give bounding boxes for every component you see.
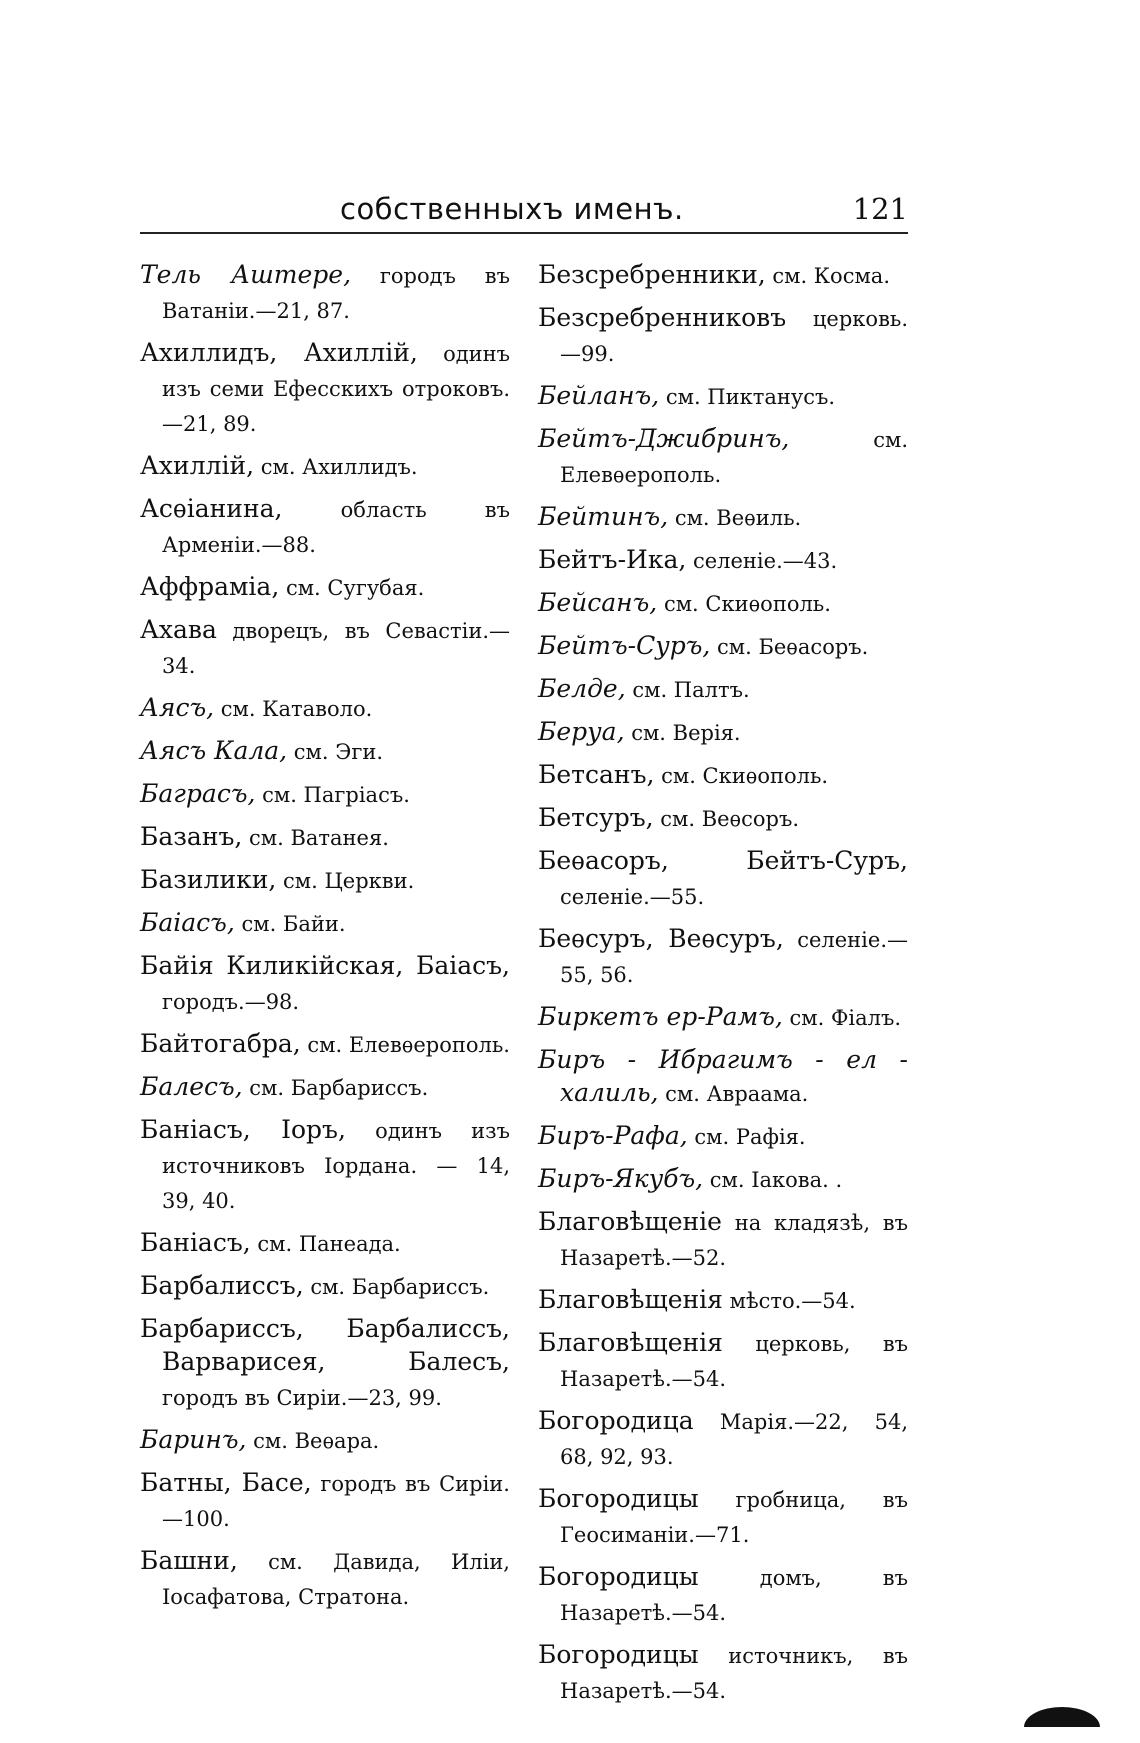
entry-description: см. Палтъ. (625, 678, 750, 702)
entry-headword: Байія Киликійская, Баіасъ, (140, 951, 510, 980)
entry-description: городъ.—98. (162, 990, 300, 1014)
entry-headword: Бейтинъ, (538, 502, 669, 531)
entry-headword: Биръ-Рафа, (538, 1121, 688, 1150)
index-entry (538, 301, 908, 371)
entry-description: см. Елевѳерополь. (560, 428, 908, 487)
entry-headword: Башни, (140, 1546, 238, 1575)
entry-headword: Бетсанъ, (538, 760, 655, 789)
index-entry (140, 570, 510, 605)
entry-headword: Биръ - Ибрагимъ - ел - халиль, (538, 1045, 908, 1107)
index-entry (140, 777, 510, 812)
entry-headword: Биръ-Якубъ, (538, 1164, 704, 1193)
index-entry (538, 922, 908, 992)
entry-description: источникъ, въ Назаретѣ.—54. (560, 1644, 908, 1703)
entry-description: область въ Арменіи.—88. (162, 498, 510, 557)
entry-description: одинъ изъ семи Ефесскихъ отроковъ.—21, 89. (162, 342, 511, 436)
entry-description: домъ, въ Назаретѣ.—54. (560, 1566, 908, 1625)
index-entry (140, 1466, 510, 1536)
entry-headword: Байтогабра, (140, 1029, 301, 1058)
entry-description: см. Катаволо. (214, 697, 373, 721)
entry-description: селеніе.—55, 56. (560, 928, 909, 987)
entry-description: см. Давида, Иліи, Іосафатова, Стратона. (162, 1550, 510, 1609)
left-column (140, 258, 510, 1622)
entry-headword: Баринъ, (140, 1425, 247, 1454)
index-entry (538, 629, 908, 664)
entry-description: на кладязѣ, въ Назаретѣ.—52. (560, 1211, 908, 1270)
entry-headword: Богородица (538, 1406, 694, 1435)
entry-headword: Бейланъ, (538, 381, 660, 410)
entry-description: городъ въ Сиріи.—100. (162, 1472, 510, 1531)
index-entry (538, 500, 908, 535)
index-entry (140, 1312, 510, 1415)
entry-description: см. Беѳасоръ. (710, 635, 869, 659)
entry-headword: Ахиллидъ, Ахиллій, (140, 338, 418, 367)
entry-headword: Богородицы (538, 1640, 699, 1669)
entry-headword: Биркетъ ер-Рамъ, (538, 1002, 783, 1031)
page-header (140, 188, 908, 234)
entry-headword: Беѳсуръ, Веѳсуръ, (538, 924, 784, 953)
entry-description: см. Фіалъ. (782, 1006, 901, 1030)
entry-headword: Бейтъ-Джибринъ, (538, 424, 790, 453)
index-entry (538, 715, 908, 750)
entry-description: см. Веѳара. (246, 1429, 380, 1453)
index-entry (538, 379, 908, 414)
index-entry (140, 336, 510, 441)
index-entry (538, 258, 908, 293)
right-column (538, 258, 908, 1716)
entry-description: см. Верія. (624, 721, 741, 745)
entry-headword: Барбариссъ, Барбалиссъ, Варварисея, Балесъ, (140, 1314, 510, 1376)
entry-description: см. Церкви. (276, 869, 415, 893)
entry-headword: Базанъ, (140, 822, 243, 851)
entry-headword: Барбалиссъ, (140, 1271, 304, 1300)
entry-headword: Благовѣщенія (538, 1285, 723, 1314)
index-entry (140, 949, 510, 1019)
index-entry (140, 1027, 510, 1062)
index-entry (538, 844, 908, 914)
index-entry (538, 422, 908, 492)
entry-headword: Безсребренники, (538, 260, 766, 289)
index-entry (140, 820, 510, 855)
index-entry (538, 758, 908, 793)
entry-headword: Баграсъ, (140, 779, 256, 808)
entry-description: см. Пагріасъ. (255, 783, 410, 807)
entry-headword: Асѳіанина, (140, 494, 283, 523)
index-entry (140, 1226, 510, 1261)
entry-headword: Тель Аштере, (140, 260, 352, 289)
entry-headword: Баіасъ, (140, 908, 235, 937)
entry-description: см. Елевѳерополь. (300, 1033, 510, 1057)
index-entry (140, 1070, 510, 1105)
index-entry (140, 734, 510, 769)
index-entry (538, 1638, 908, 1708)
entry-description: см. Ватанея. (242, 826, 389, 850)
entry-headword: Богородицы (538, 1562, 699, 1591)
index-entry (140, 863, 510, 898)
entry-description: селеніе.—43. (686, 549, 838, 573)
entry-headword: Бейсанъ, (538, 588, 658, 617)
index-entry (140, 691, 510, 726)
entry-headword: Бетсуръ, (538, 803, 654, 832)
index-entry (140, 1113, 510, 1218)
entry-description: см. Пиктанусъ. (659, 385, 836, 409)
index-entry (140, 613, 510, 683)
entry-description: см. Рафія. (687, 1125, 806, 1149)
index-entry (140, 1423, 510, 1458)
entry-headword: Бейтъ-Суръ, (538, 631, 711, 660)
entry-description: городъ въ Ватаніи.—21, 87. (162, 264, 510, 323)
page-corner-mark (1024, 1707, 1100, 1727)
entry-headword: Баніасъ, (140, 1228, 251, 1257)
index-entry (538, 1000, 908, 1035)
page-number: 121 (852, 192, 908, 226)
entry-headword: Батны, Басе, (140, 1468, 312, 1497)
index-entry (538, 1043, 908, 1111)
index-entry (538, 1326, 908, 1396)
entry-description: см. Барбариссъ. (303, 1275, 490, 1299)
index-entry (538, 1482, 908, 1552)
entry-headword: Беруа, (538, 717, 625, 746)
entry-description: см. Скиѳополь. (654, 764, 829, 788)
entry-headword: Базилики, (140, 865, 277, 894)
entry-headword: Безсребренниковъ (538, 303, 787, 332)
index-entry (538, 672, 908, 707)
entry-headword: Бейтъ-Ика, (538, 545, 687, 574)
entry-headword: Беѳасоръ, Бейтъ-Суръ, (538, 846, 908, 875)
entry-description: дворецъ, въ Севастіи.—34. (162, 619, 510, 678)
index-entry (538, 1119, 908, 1154)
entry-headword: Ахиллій, (140, 451, 255, 480)
index-entry (538, 801, 908, 836)
index-entry (538, 1283, 908, 1318)
entry-headword: Богородицы (538, 1484, 699, 1513)
running-title: собственныхъ именъ. (340, 192, 684, 226)
entry-description: селеніе.—55. (560, 885, 705, 909)
index-entry (140, 492, 510, 562)
entry-description: мѣсто.—54. (722, 1289, 856, 1313)
entry-description: см. Барбариссъ. (242, 1076, 429, 1100)
index-entry (538, 1404, 908, 1474)
entry-description: см. Веѳсоръ. (653, 807, 800, 831)
entry-description: см. Скиѳополь. (657, 592, 831, 616)
entry-headword: Баніасъ, Іоръ, (140, 1115, 346, 1144)
entry-description: см. Ахиллидъ. (254, 455, 418, 479)
entry-headword: Благовѣщеніе (538, 1207, 722, 1236)
entry-description: Марія.—22, 54, 68, 92, 93. (560, 1410, 908, 1469)
entry-description: гробница, въ Геосиманіи.—71. (560, 1488, 908, 1547)
index-entry (538, 543, 908, 578)
index-entry (140, 449, 510, 484)
entry-description: одинъ изъ источниковъ Іордана. — 14, 39, 40. (162, 1119, 510, 1213)
entry-description: городъ въ Сиріи.—23, 99. (162, 1386, 442, 1410)
index-entry (140, 1544, 510, 1614)
entry-headword: Белде, (538, 674, 626, 703)
entry-description: церковь, въ Назаретѣ.—54. (560, 1332, 908, 1391)
entry-headword: Балесъ, (140, 1072, 243, 1101)
entry-description: церковь.—99. (560, 307, 908, 366)
entry-description: см. Авраама. (658, 1082, 809, 1106)
entry-description: см. Веѳиль. (668, 506, 802, 530)
index-entry (538, 1560, 908, 1630)
entry-headword: Благовѣщенія (538, 1328, 723, 1357)
entry-description: см. Панеада. (250, 1232, 401, 1256)
index-entry (140, 1269, 510, 1304)
entry-description: см. Эги. (287, 740, 383, 764)
entry-description: см. Іакова. . (703, 1168, 843, 1192)
index-entry (538, 1162, 908, 1197)
entry-description: см. Байи. (234, 912, 346, 936)
entry-headword: Аффраміа, (140, 572, 280, 601)
entry-description: см. Сугубая. (279, 576, 425, 600)
index-entry (538, 586, 908, 621)
index-entry (140, 258, 510, 328)
index-entry (140, 906, 510, 941)
entry-headword: Аясъ, (140, 693, 215, 722)
entry-headword: Ахава (140, 615, 217, 644)
entry-description: см. Косма. (765, 264, 890, 288)
index-entry (538, 1205, 908, 1275)
entry-headword: Аясъ Кала, (140, 736, 288, 765)
